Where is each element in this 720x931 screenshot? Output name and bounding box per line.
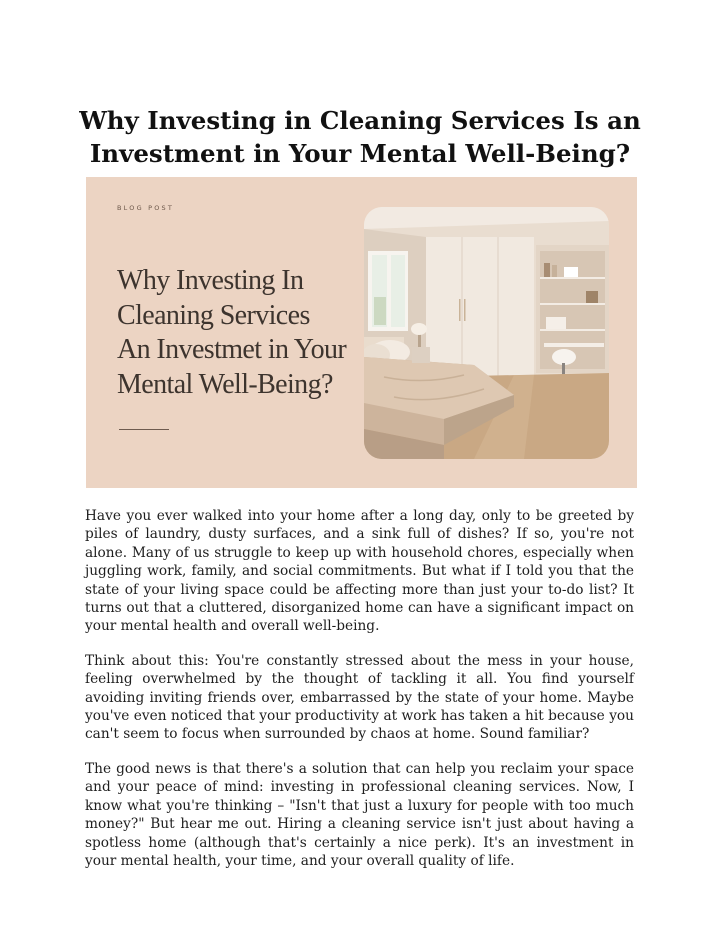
hero-heading-line: Cleaning Services [117,299,310,331]
hero-banner [86,177,637,488]
hero-heading-line: Why Investing In [117,265,304,296]
page-title: Why Investing in Cleaning Services Is an Investment in Your Mental Well-Being? [79,106,641,168]
hero-divider [119,429,169,430]
hero-eyebrow: BLOG POST [117,204,175,212]
hero-heading-line: An Investmet in Your [117,334,347,365]
body-paragraph: Think about this: You're constantly stressed about the mess in your house, feeling overwhelmed by the thought of tackling it all. You find yourself avoiding inviting friends over, embarrassed by the state of your home. Maybe you've even noticed that your productivity at work has taken a hit because you can't seem to focus when surrounded by chaos at home. Sound familiar? [85,652,634,743]
article-body [85,507,634,886]
body-paragraph: Have you ever walked into your home after a long day, only to be greeted by piles of laundry, dusty surfaces, and a sink full of dishes? If so, you're not alone. Many of us struggle to keep up with household chores, especially when juggling work, family, and social commitments. But what if I told you that the state of your living space could be affecting more than just your to-do list? It turns out that a cluttered, disorganized home can have a significant impact on your mental health and overall well-being. [85,508,634,635]
hero-heading-line: Mental Well-Being? [117,368,333,400]
hero-heading [117,264,377,402]
body-paragraph: The good news is that there's a solution that can help you reclaim your space and your peace of mind: investing in professional cleaning services. Now, I know what you're thinking – "Isn't that just a luxury for people with too much money?" But hear me out. Hiring a cleaning service isn't just about having a spotless home (although that's certainly a nice perk). It's an investment in your mental health, your time, and your overall quality of life. [85,760,634,869]
bedroom-photo [364,207,609,459]
